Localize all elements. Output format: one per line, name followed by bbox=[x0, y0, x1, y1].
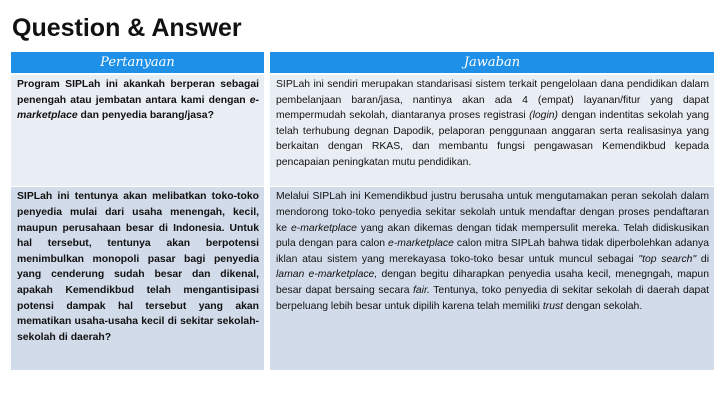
text-run: dengan indentitas sekolah yang telah terhubung degnan Dapodik, pelaporan penggunaan anggaran serta realisasinya yang berkaitan dengan RKAS, dan membantu fungsi pengawasan Kemendikbud kepada pencapaian peningkatan mutu pendidikan. bbox=[276, 110, 710, 168]
italic-text-run: laman e-marketplace, bbox=[276, 269, 378, 281]
text-run: calon mitra SIPLah bahwa tidak diperbolehkan adanya iklan atau sistem yang merekayasa toko-toko besar untuk muncul sebagai bbox=[276, 238, 709, 265]
text-run: dengan sekolah. bbox=[563, 300, 643, 312]
answer-cell bbox=[267, 74, 714, 187]
table-row bbox=[11, 187, 714, 370]
question-column-header: Pertanyaan bbox=[11, 52, 267, 74]
italic-text-run: trust bbox=[542, 300, 564, 312]
question-cell bbox=[11, 74, 267, 187]
italic-text-run: fair. bbox=[413, 285, 430, 297]
text-run: SIPLah ini tentunya akan melibatkan toko-toko penyedia mulai dari usaha menengah, kecil, maupun perusahaan besar di Indonesia. Untuk hal tersebut, tentunya akan berpotensi menimbulkan monopoli pasar bagi penyedia yang cenderung sudah besar dan dikenal, apakah Kemendikbud telah mengantisipasi potensi dampak hal tersebut yang akan mematikan usaha-usaha kecil di sekitar sekolah-sekolah di daerah? bbox=[17, 191, 259, 343]
italic-text-run: e-marketplace bbox=[17, 94, 259, 122]
answer-column-header: Jawaban bbox=[267, 52, 714, 74]
answer-cell bbox=[267, 187, 714, 370]
page-title: Question & Answer bbox=[12, 14, 242, 42]
italic-text-run: e-marketplace bbox=[388, 238, 454, 250]
text-run: di bbox=[696, 253, 710, 265]
text-run: dan penyedia barang/jasa? bbox=[77, 110, 214, 122]
italic-text-run: "top search" bbox=[638, 253, 697, 265]
text-run: Program SIPLah ini akankah berperan sebagai penengah atau jembatan antara kami dengan bbox=[17, 79, 259, 106]
italic-text-run: e-marketplace bbox=[291, 222, 357, 234]
text-run: Tentunya, toko penyedia di sekitar sekolah di daerah dapat berpeluang lebih besar untuk dipilih karena telah memiliki bbox=[276, 285, 709, 312]
text-run: Melalui SIPLah ini Kemendikbud justru berusaha untuk mengutamakan peran sekolah dalam mendorong toko-toko penyedia sekitar sekolah untuk mendaftar dengan proses pendaftaran ke bbox=[276, 191, 709, 234]
text-run: dengan begitu diharapkan penyedia usaha kecil, menegngah, mapun besar dapat bersaing secara bbox=[276, 269, 709, 297]
table-row bbox=[11, 74, 714, 187]
question-cell bbox=[11, 187, 267, 370]
qa-table bbox=[11, 52, 714, 370]
text-run: SIPLah ini sendiri merupakan standarisasi sistem terkait pengelolaan dana pendidikan dalam pembelanjaan baran/jasa, nantinya akan ada 4 (empat) layanan/fitur yang dapat mempermudah sekolah, diantaranya proses registrasi bbox=[276, 79, 709, 122]
text-run: yang akan dikemas dengan tidak mempersulit mereka. Telah didiskusikan pula dengan para calon bbox=[276, 222, 709, 250]
italic-text-run: (login) bbox=[529, 110, 558, 122]
table-header-row bbox=[11, 52, 714, 74]
